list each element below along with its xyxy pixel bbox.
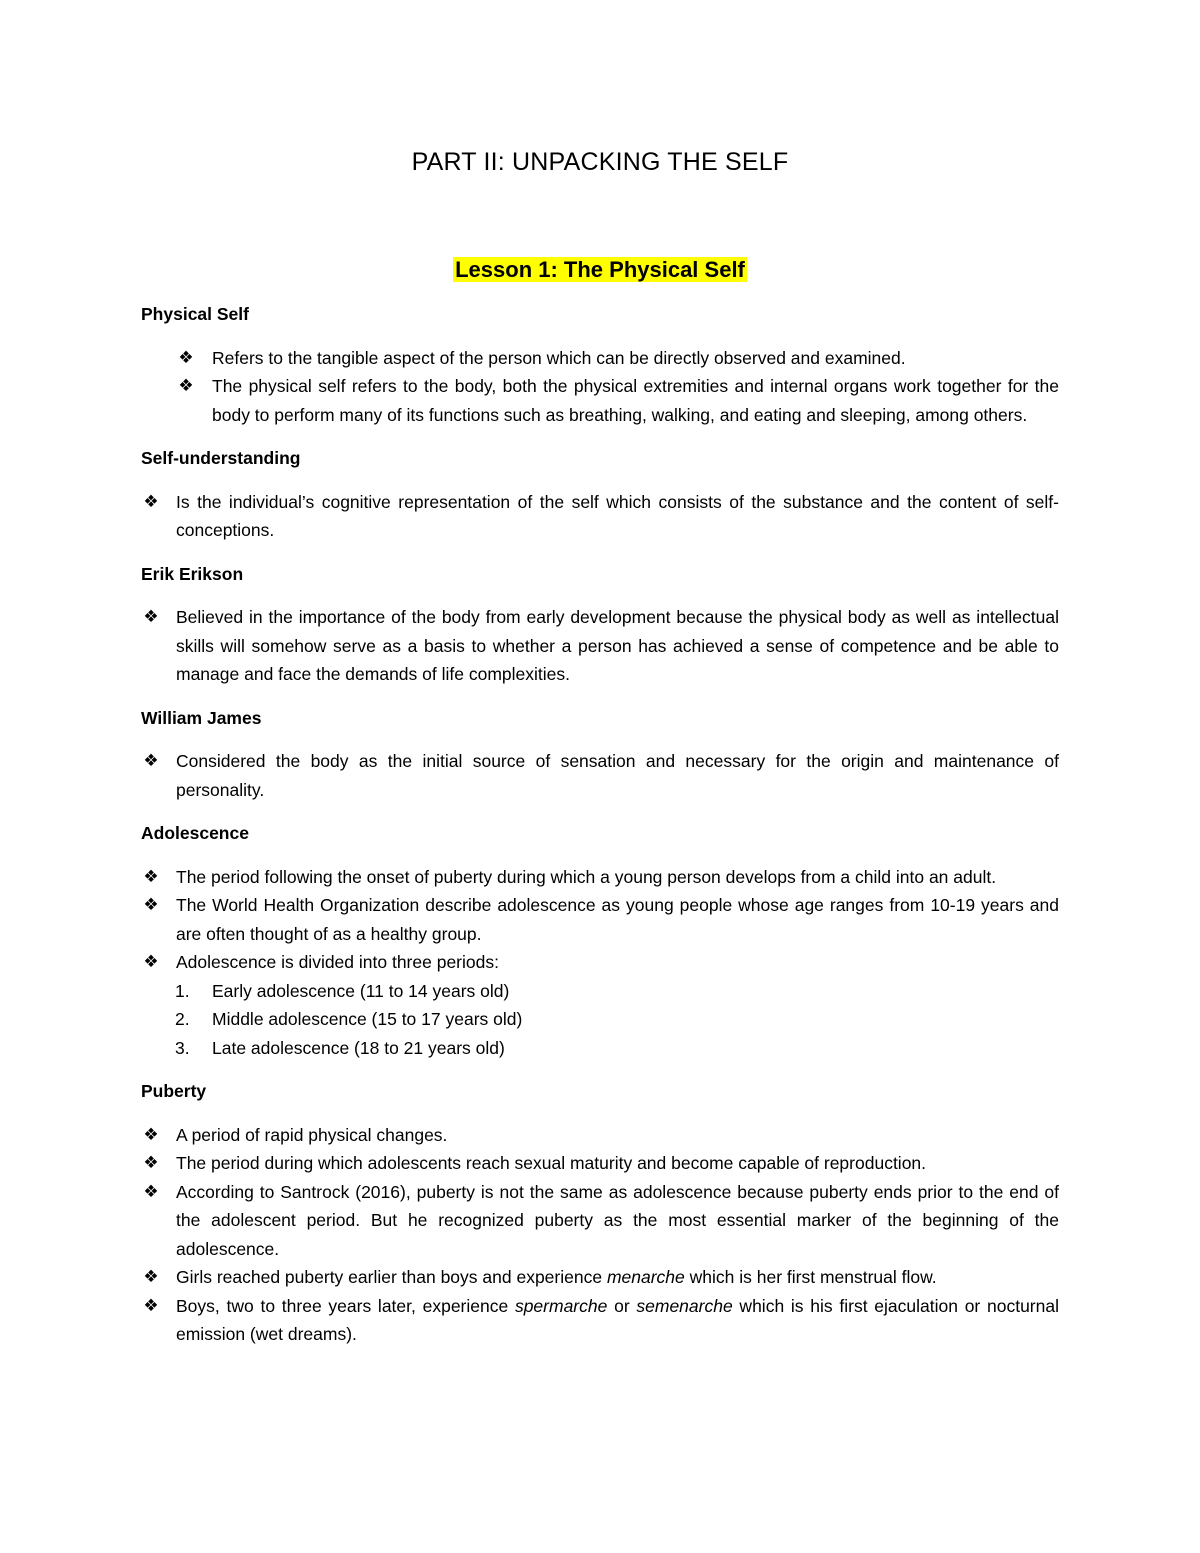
- diamond-bullet-icon: ❖: [143, 491, 159, 512]
- list-item-text: A period of rapid physical changes.: [176, 1124, 448, 1145]
- document-body: [141, 300, 1059, 1364]
- section-heading-physical-self: Physical Self: [141, 304, 249, 324]
- section-heading-adolescence: Adolescence: [141, 823, 249, 843]
- james-list: [141, 747, 1059, 804]
- physical-self-list: [141, 344, 1059, 430]
- puberty-list: [141, 1121, 1059, 1349]
- list-item-text: Adolescence is divided into three periods:: [176, 952, 499, 972]
- diamond-bullet-icon: ❖: [143, 607, 159, 627]
- diamond-bullet-icon: ❖: [178, 376, 194, 396]
- section-heading-erik-erikson: Erik Erikson: [141, 563, 244, 584]
- list-item-text: Believed in the importance of the body from early development because the physical body as well as intellectual skills will somehow serve as a basis to whether a person has achieved a sense of competence and be able to manage and face the demands of life complexities.: [176, 607, 1059, 684]
- lesson-title: Lesson 1: The Physical Self: [455, 257, 745, 282]
- numbered-item-text: Middle adolescence (15 to 17 years old): [212, 1009, 523, 1029]
- list-item-text: Considered the body as the initial source of sensation and necessary for the origin and maintenance of personality.: [176, 751, 1059, 800]
- item-number: 1.: [175, 980, 190, 1001]
- part-title: PART II: UNPACKING THE SELF: [411, 148, 789, 176]
- list-item-text-after: which is her first menstrual flow.: [684, 1267, 937, 1287]
- erikson-list: [141, 603, 1059, 689]
- numbered-item-text: Early adolescence (11 to 14 years old): [212, 980, 510, 1001]
- list-item: [141, 603, 1059, 689]
- adolescence-periods-list: [176, 977, 1059, 1063]
- term-spermarche: spermarche: [514, 1295, 608, 1316]
- item-number: 2.: [175, 1009, 190, 1029]
- list-item-text: Refers to the tangible aspect of the person which can be directly observed and examined.: [212, 347, 906, 368]
- list-item-text: The period during which adolescents reach sexual maturity and become capable of reproduction.: [176, 1153, 927, 1173]
- diamond-bullet-icon: ❖: [143, 1267, 159, 1287]
- section-heading-william-james: William James: [141, 707, 262, 728]
- list-item-text: The physical self refers to the body, both the physical extremities and internal organs work together for the body to perform many of its functions such as breathing, walking, and eating and sleeping, among others.: [212, 376, 1059, 425]
- numbered-item: [141, 1034, 1059, 1063]
- list-item: [141, 1263, 1059, 1292]
- numbered-item: [141, 977, 1059, 1006]
- list-item: [141, 488, 1059, 545]
- lesson-title-wrapper: [0, 255, 1200, 285]
- list-item-text-before: Boys, two to three years later, experience: [176, 1295, 515, 1316]
- term-semenarche: semenarche: [636, 1295, 733, 1316]
- list-item-text-before: Girls reached puberty earlier than boys and experience: [176, 1267, 607, 1287]
- item-number: 3.: [175, 1037, 190, 1058]
- diamond-bullet-icon: ❖: [143, 895, 159, 915]
- numbered-item-text: Late adolescence (18 to 21 years old): [212, 1037, 505, 1058]
- list-item-text: The period following the onset of puberty during which a young person develops from a child into an adult.: [176, 866, 997, 887]
- diamond-bullet-icon: ❖: [143, 1181, 159, 1202]
- list-item-text: Is the individual’s cognitive representation of the self which consists of the substance and the content of self-conceptions.: [176, 491, 1059, 540]
- list-item: [141, 344, 1059, 373]
- diamond-bullet-icon: ❖: [143, 866, 159, 887]
- section-heading-self-understanding: Self-understanding: [141, 448, 301, 468]
- diamond-bullet-icon: ❖: [143, 1124, 159, 1145]
- diamond-bullet-icon: ❖: [143, 751, 159, 771]
- list-item: [141, 372, 1059, 429]
- list-item-text: According to Santrock (2016), puberty is not the same as adolescence because puberty ends prior to the end of the adolescent period. But he recognized puberty as the most essential marker of the beginning of the adolescence.: [176, 1181, 1059, 1259]
- list-item: [141, 891, 1059, 948]
- list-item-text-middle: or: [607, 1295, 637, 1316]
- list-item: [141, 863, 1059, 892]
- diamond-bullet-icon: ❖: [178, 347, 194, 368]
- diamond-bullet-icon: ❖: [143, 1295, 159, 1316]
- diamond-bullet-icon: ❖: [143, 952, 159, 972]
- list-item: [141, 747, 1059, 804]
- list-item: [141, 1178, 1059, 1264]
- list-item: [141, 948, 1059, 1062]
- diamond-bullet-icon: ❖: [143, 1153, 159, 1173]
- adolescence-list: [141, 863, 1059, 1063]
- list-item: [141, 1121, 1059, 1150]
- list-item-text-after: which is his first ejaculation or nocturnal emission (wet dreams).: [176, 1295, 1059, 1344]
- numbered-item: [141, 1005, 1059, 1034]
- section-heading-puberty: Puberty: [141, 1081, 207, 1101]
- list-item: [141, 1149, 1059, 1178]
- self-understanding-list: [141, 488, 1059, 545]
- list-item-text: The World Health Organization describe adolescence as young people whose age ranges from 10-19 years and are often thought of as a healthy group.: [176, 895, 1059, 944]
- term-menarche: menarche: [606, 1267, 685, 1287]
- list-item: [141, 1292, 1059, 1349]
